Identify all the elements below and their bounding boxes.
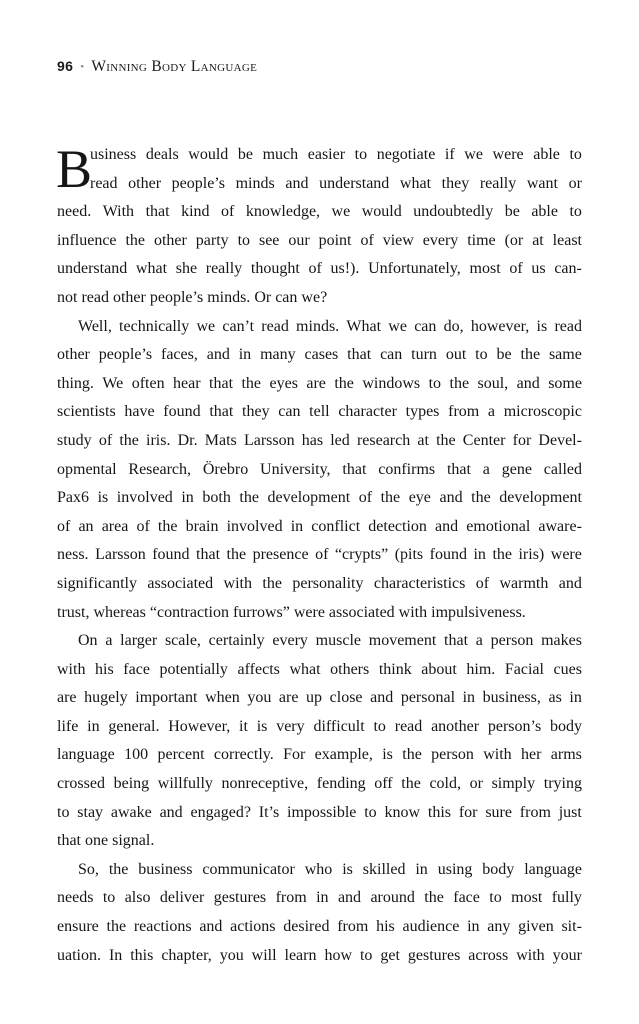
- text-line: On a larger scale, certainly every muscle movement that a person makes: [78, 632, 582, 650]
- text-line: of an area of the brain involved in conflict detection and emotional aware-: [57, 517, 582, 535]
- text-line: significantly associated with the personality characteristics of warmth and: [57, 574, 582, 592]
- text-line: opmental Research, Örebro University, that confirms that a gene called: [57, 460, 582, 478]
- page-number: 96: [57, 58, 74, 74]
- paragraph: [57, 627, 582, 856]
- drop-cap: B: [56, 139, 93, 199]
- text-line: ness. Larsson found that the presence of “crypts” (pits found in the iris) were: [57, 546, 582, 564]
- text-line: are hugely important when you are up close and personal in business, as in: [57, 689, 582, 707]
- running-head: [57, 58, 257, 76]
- text-line: read other people’s minds and understand what they really want or: [90, 174, 582, 192]
- header-separator: •: [80, 61, 85, 73]
- text-line: need. With that kind of knowledge, we would undoubtedly be able to: [57, 203, 582, 221]
- text-line: needs to also deliver gestures from in and around the face to most fully: [57, 889, 582, 907]
- paragraph: [57, 141, 582, 313]
- text-line: influence the other party to see our point of view every time (or at least: [57, 231, 582, 249]
- text-line: ensure the reactions and actions desired from his audience in any given sit-: [57, 918, 582, 936]
- text-line: life in general. However, it is very difficult to read another person’s body: [57, 717, 582, 735]
- text-line: crossed being willfully nonreceptive, fending off the cold, or simply trying: [57, 775, 582, 793]
- text-line: not read other people’s minds. Or can we?: [57, 288, 328, 306]
- text-line: scientists have found that they can tell character types from a microscopic: [57, 403, 582, 421]
- text-line: Pax6 is involved in both the development of the eye and the development: [57, 489, 582, 507]
- book-title: Winning Body Language: [91, 58, 258, 75]
- text-line: understand what she really thought of us!). Unfortunately, most of us can-: [57, 260, 582, 278]
- text-line: Well, technically we can’t read minds. What we can do, however, is read: [78, 317, 582, 335]
- text-line: thing. We often hear that the eyes are the windows to the soul, and some: [57, 374, 582, 392]
- text-line: B usiness deals would be much easier to negotiate if we were able to: [56, 139, 582, 199]
- text-line: So, the business communicator who is skilled in using body language: [78, 860, 582, 878]
- text-line: that one signal.: [57, 832, 155, 850]
- text-line: language 100 percent correctly. For example, is the person with her arms: [57, 746, 582, 764]
- text-line: study of the iris. Dr. Mats Larsson has led research at the Center for Devel-: [57, 431, 582, 449]
- body-text: [57, 141, 582, 970]
- text-line: other people’s faces, and in many cases that can turn out to be the same: [57, 346, 582, 364]
- paragraph: [57, 313, 582, 628]
- text-line: trust, whereas “contraction furrows” were associated with impulsiveness.: [57, 603, 526, 621]
- text-line: to stay awake and engaged? It’s impossible to know this for sure from just: [57, 803, 582, 821]
- text-line: uation. In this chapter, you will learn how to get gestures across with your: [57, 946, 582, 964]
- paragraph: [57, 856, 582, 970]
- text-line: with his face potentially affects what others think about him. Facial cues: [57, 660, 582, 678]
